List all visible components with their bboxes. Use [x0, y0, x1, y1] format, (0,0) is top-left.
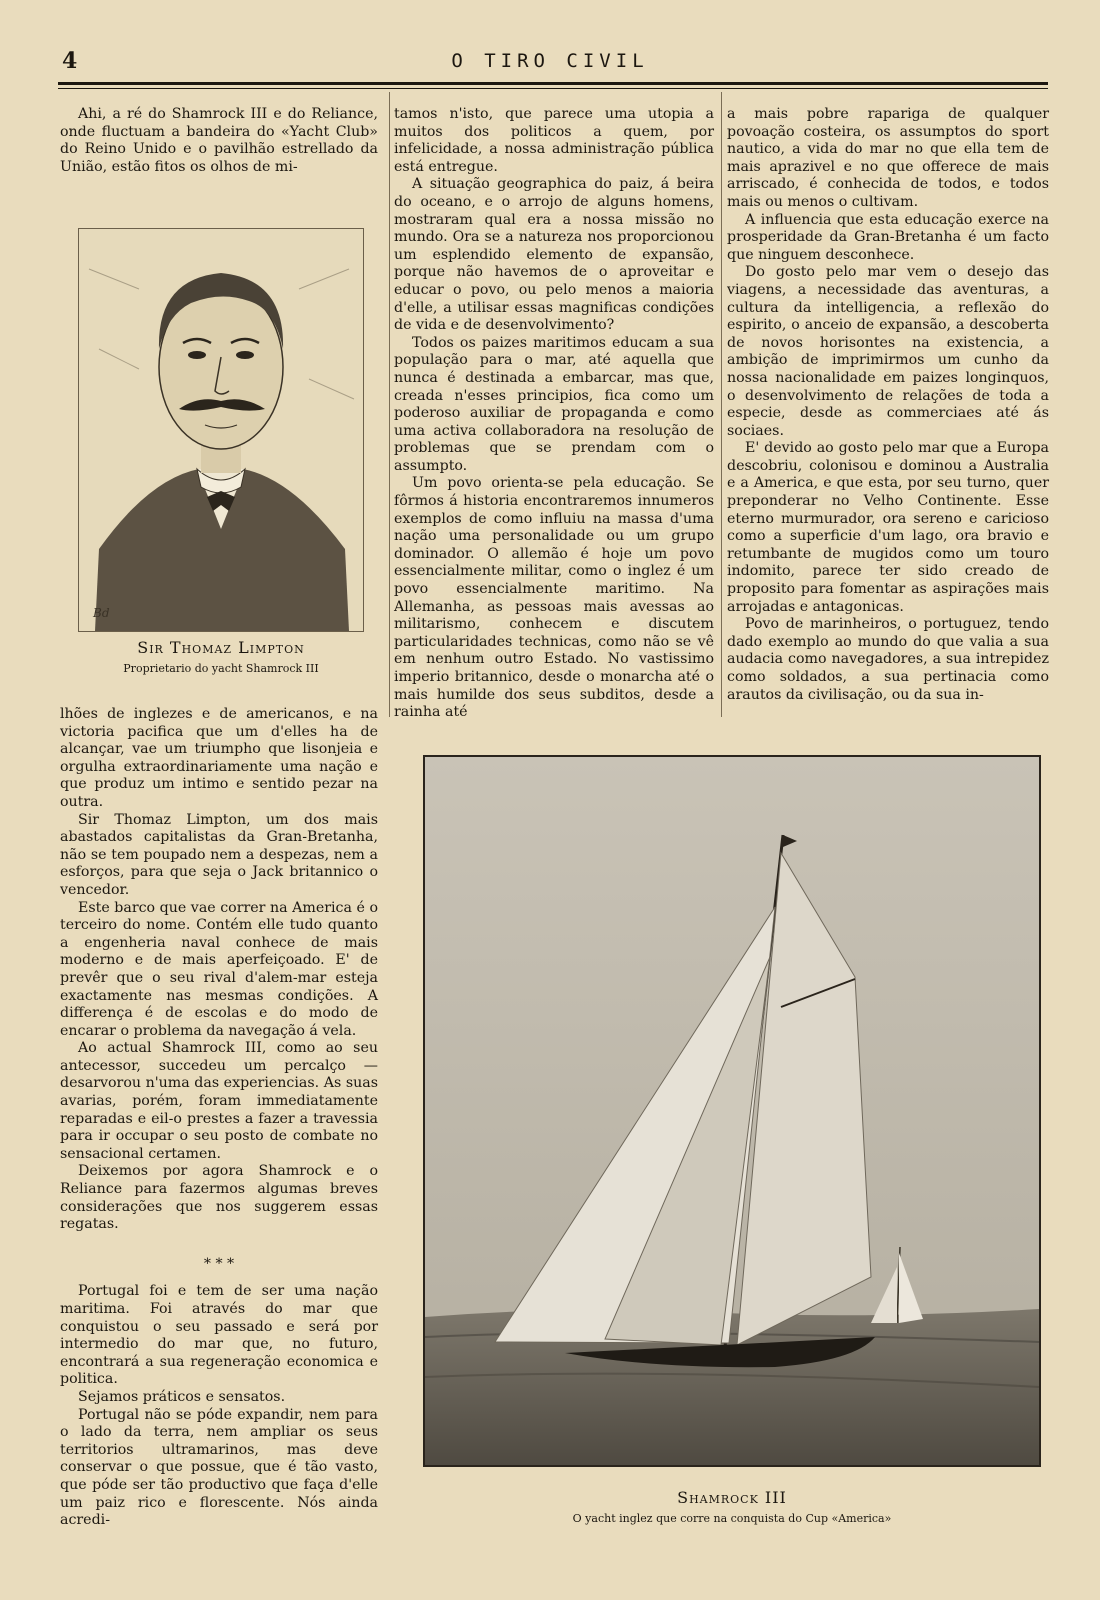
paragraph: Portugal não se póde expandir, nem para o lado da terra, nem ampliar os seus territorios ultramarinos, mas deve conservar o que possue, que é tão vasto, que póde ser tão productivo que faça d'elle um paiz rico e florescente. Nós ainda acredi- [60, 1406, 378, 1529]
paragraph: Ahi, a ré do Shamrock III e do Reliance, onde fluctuam a bandeira do «Yacht Club» do Reino Unido e o pavilhão estrellado da União, estão fitos os olhos de mi- [60, 106, 378, 175]
portrait-illustration [78, 228, 364, 632]
page-number: 4 [62, 48, 78, 74]
photo-caption-subtitle: O yacht inglez que corre na conquista do Cup «America» [572, 1512, 892, 1525]
portrait-caption-title: Sir Thomaz Limpton [137, 638, 305, 657]
paragraph: lhões de inglezes e de americanos, e na victoria pacifica que um d'elles ha de alcançar, vae um triumpho que lisonjeia e orgulha extraordinariamente uma nação e que produz um intimo e sentido pezar na outra. [60, 706, 378, 810]
masthead-title: O TIRO CIVIL [451, 50, 649, 72]
column-divider [721, 92, 722, 717]
paragraph: E' devido ao gosto pelo mar que a Europa descobriu, colonisou e dominou a Australia e a America, e que esta, por seu turno, quer preponderar no Velho Continente. Esse eterno murmurador, ora sereno e caricioso como a superficie d'um lago, ora bravio e retumbante de mugidos como um touro indomito, parece ter sido creado de proposito para fomentar as aspirações mais arrojadas e antagonicas. [727, 440, 1049, 615]
header-rule-thick [58, 82, 1048, 85]
article-column-3 [727, 106, 1049, 704]
yacht-photograph [423, 755, 1041, 1467]
paragraph: Todos os paizes maritimos educam a sua população para o mar, até aquella que nunca é destinada a embarcar, mas que, creada n'esses principios, fica como um poderoso auxiliar de propaganda e como uma activa collaboradora na resolução de problemas que se prendam com o assumpto. [394, 334, 714, 474]
paragraph: Do gosto pelo mar vem o desejo das viagens, a necessidade das aventuras, a cultura da intelligencia, a reflexão do espirito, o anceio de expansão, a descoberta de novos horisontes na existencia, a ambição de imprimirmos um cunho da nossa nacionalidade em paizes longinquos, o desenvolvimento de relações de toda a especie, desde as commerciaes até ás sociaes. [727, 264, 1049, 439]
paragraph: Deixemos por agora Shamrock e o Reliance para fazermos algumas breves considerações que nos suggerem essas regatas. [60, 1163, 378, 1233]
article-column-1-bottom [60, 706, 378, 1530]
paragraph: a mais pobre rapariga de qualquer povoação costeira, os assumptos do sport nautico, a vida do mar no que ella tem de mais aprazivel e no que offerece de mais arriscado, é conhecida de todos, e todos mais ou menos o cultivam. [727, 106, 1049, 210]
photo-caption-title: Shamrock III [677, 1488, 787, 1507]
paragraph: Povo de marinheiros, o portuguez, tendo dado exemplo ao mundo do que valia a sua audacia como navegadores, a sua intrepidez como soldados, a sua pertinacia como arautos da civilisação, ou da sua in- [727, 616, 1049, 703]
paragraph: A influencia que esta educação exerce na prosperidade da Gran-Bretanha é um facto que ninguem desconhece. [727, 211, 1049, 263]
portrait-drawing [79, 229, 363, 631]
article-column-1-top [60, 106, 378, 176]
paragraph: Sir Thomaz Limpton, um dos mais abastados capitalistas da Gran-Bretanha, não se tem poupado nem a despezas, nem a esforços, para que seja o Jack britannico o vencedor. [60, 811, 378, 898]
portrait-signature: Bd [93, 606, 110, 620]
paragraph: Este barco que vae correr na America é o terceiro do nome. Contém elle tudo quanto a engenheria naval conhece de mais moderno e de mais aperfeiçoado. E' de prevêr que o seu rival d'alem-mar esteja exactamente nas mesmas condições. A differença é de escolas e do modo de encarar o problema da navegação á vela. [60, 899, 378, 1039]
paragraph: Um povo orienta-se pela educação. Se fôrmos á historia encontraremos innumeros exemplos de como influiu na massa d'uma nação uma personalidade ou um grupo dominador. O allemão é hoje um povo essencialmente militar, como o inglez é um povo essencialmente maritimo. Na Allemanha, as pessoas mais avessas ao militarismo, conhecem e discutem particularidades technicas, como não se vê em nenhum outro Estado. No vastissimo imperio britannico, desde o monarcha até o mais humilde dos seus subditos, desde a rainha até [394, 475, 714, 721]
yacht-image [425, 757, 1039, 1465]
paragraph: Ao actual Shamrock III, como ao seu antecessor, succedeu um percalço — desarvorou n'uma das experiencias. As suas avarias, porém, foram immediatamente reparadas e eil-o prestes a fazer a travessia para ir occupar o seu posto de combate no sensacional certamen. [60, 1040, 378, 1162]
article-column-2 [394, 106, 714, 722]
paragraph: A situação geographica do paiz, á beira do oceano, e o arrojo de alguns homens, mostraram qual era a nossa missão no mundo. Ora se a natureza nos proporcionou um esplendido elemento de expansão, porque não havemos de o aproveitar e educar o povo, ou pelo menos a maioria d'elle, a utilisar essas magnificas condições de vida e de desenvolvimento? [394, 176, 714, 334]
paragraph: Portugal foi e tem de ser uma nação maritima. Foi através do mar que conquistou o seu passado e será por intermedio do mar que, no futuro, encontrará a sua regeneração economica e politica. [60, 1283, 378, 1388]
paragraph: tamos n'isto, que parece uma utopia a muitos dos politicos a quem, por infelicidade, a nossa administração pública está entregue. [394, 106, 714, 175]
column-divider [389, 92, 390, 717]
portrait-caption-subtitle: Proprietario do yacht Shamrock III [123, 662, 319, 675]
paragraph: Sejamos práticos e sensatos. [78, 1388, 286, 1405]
section-separator: * * * [203, 1255, 235, 1272]
header-rule-thin [58, 88, 1048, 89]
